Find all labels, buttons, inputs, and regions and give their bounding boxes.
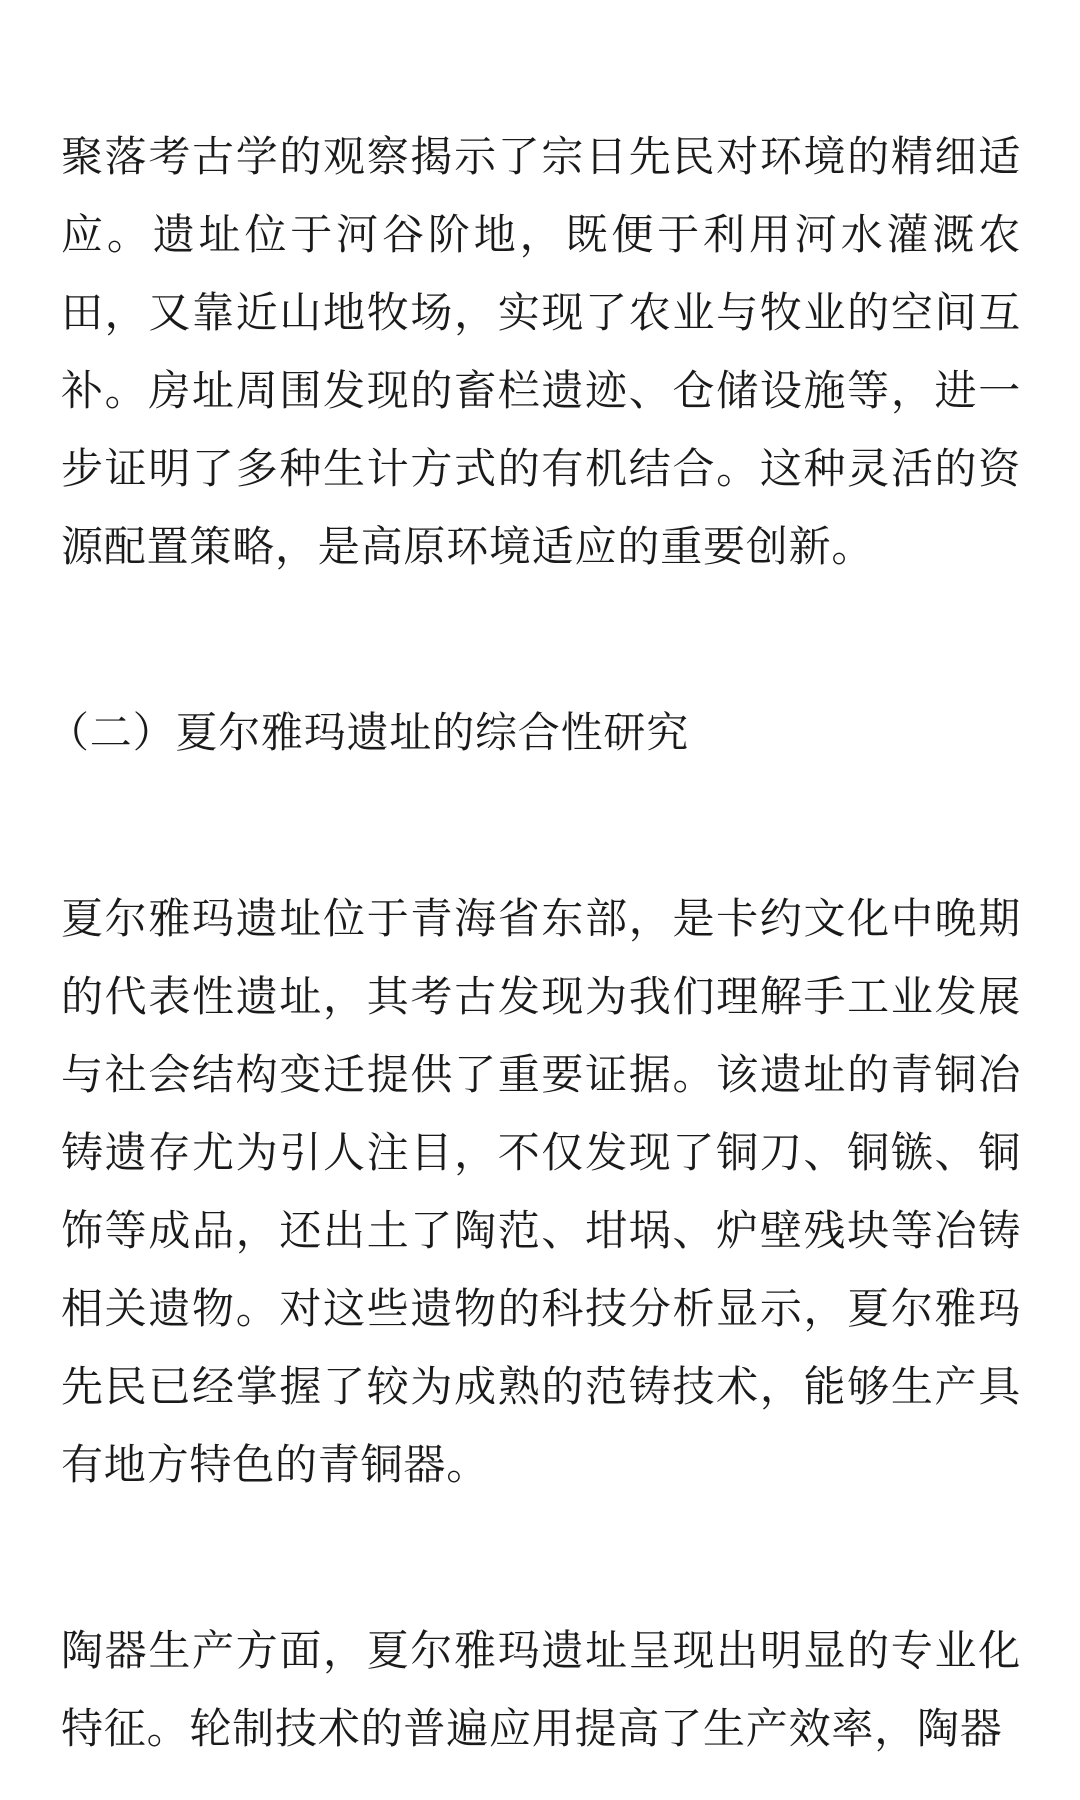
paragraph-settlement-archaeology: 聚落考古学的观察揭示了宗日先民对环境的精细适应。遗址位于河谷阶地，既便于利用河水灌溉农田，又靠近山地牧场，实现了农业与牧业的空间互补。房址周围发现的畜栏遗迹、仓储设施等，进一步证明了多种生计方式的有机结合。这种灵活的资源配置策略，是高原环境适应的重要创新。 — [61, 132, 1021, 571]
article-body — [47, 118, 1021, 1768]
paragraph-spacer — [61, 1504, 1021, 1612]
section-heading: （二）夏尔雅玛遗址的综合性研究 — [47, 708, 690, 757]
paragraph-xiaeryama-bronze: 夏尔雅玛遗址位于青海省东部，是卡约文化中晚期的代表性遗址，其考古发现为我们理解手工业发展与社会结构变迁提供了重要证据。该遗址的青铜冶铸遗存尤为引人注目，不仅发现了铜刀、铜镞、铜饰等成品，还出土了陶范、坩埚、炉壁残块等冶铸相关遗物。对这些遗物的科技分析显示，夏尔雅玛先民已经掌握了较为成熟的范铸技术，能够生产具有地方特色的青铜器。 — [61, 894, 1021, 1489]
paragraph-pottery-production: 陶器生产方面，夏尔雅玛遗址呈现出明显的专业化特征。轮制技术的普遍应用提高了生产效率，陶器 — [61, 1626, 1021, 1753]
paragraph-spacer — [61, 586, 1021, 694]
paragraph-spacer — [61, 772, 1021, 880]
